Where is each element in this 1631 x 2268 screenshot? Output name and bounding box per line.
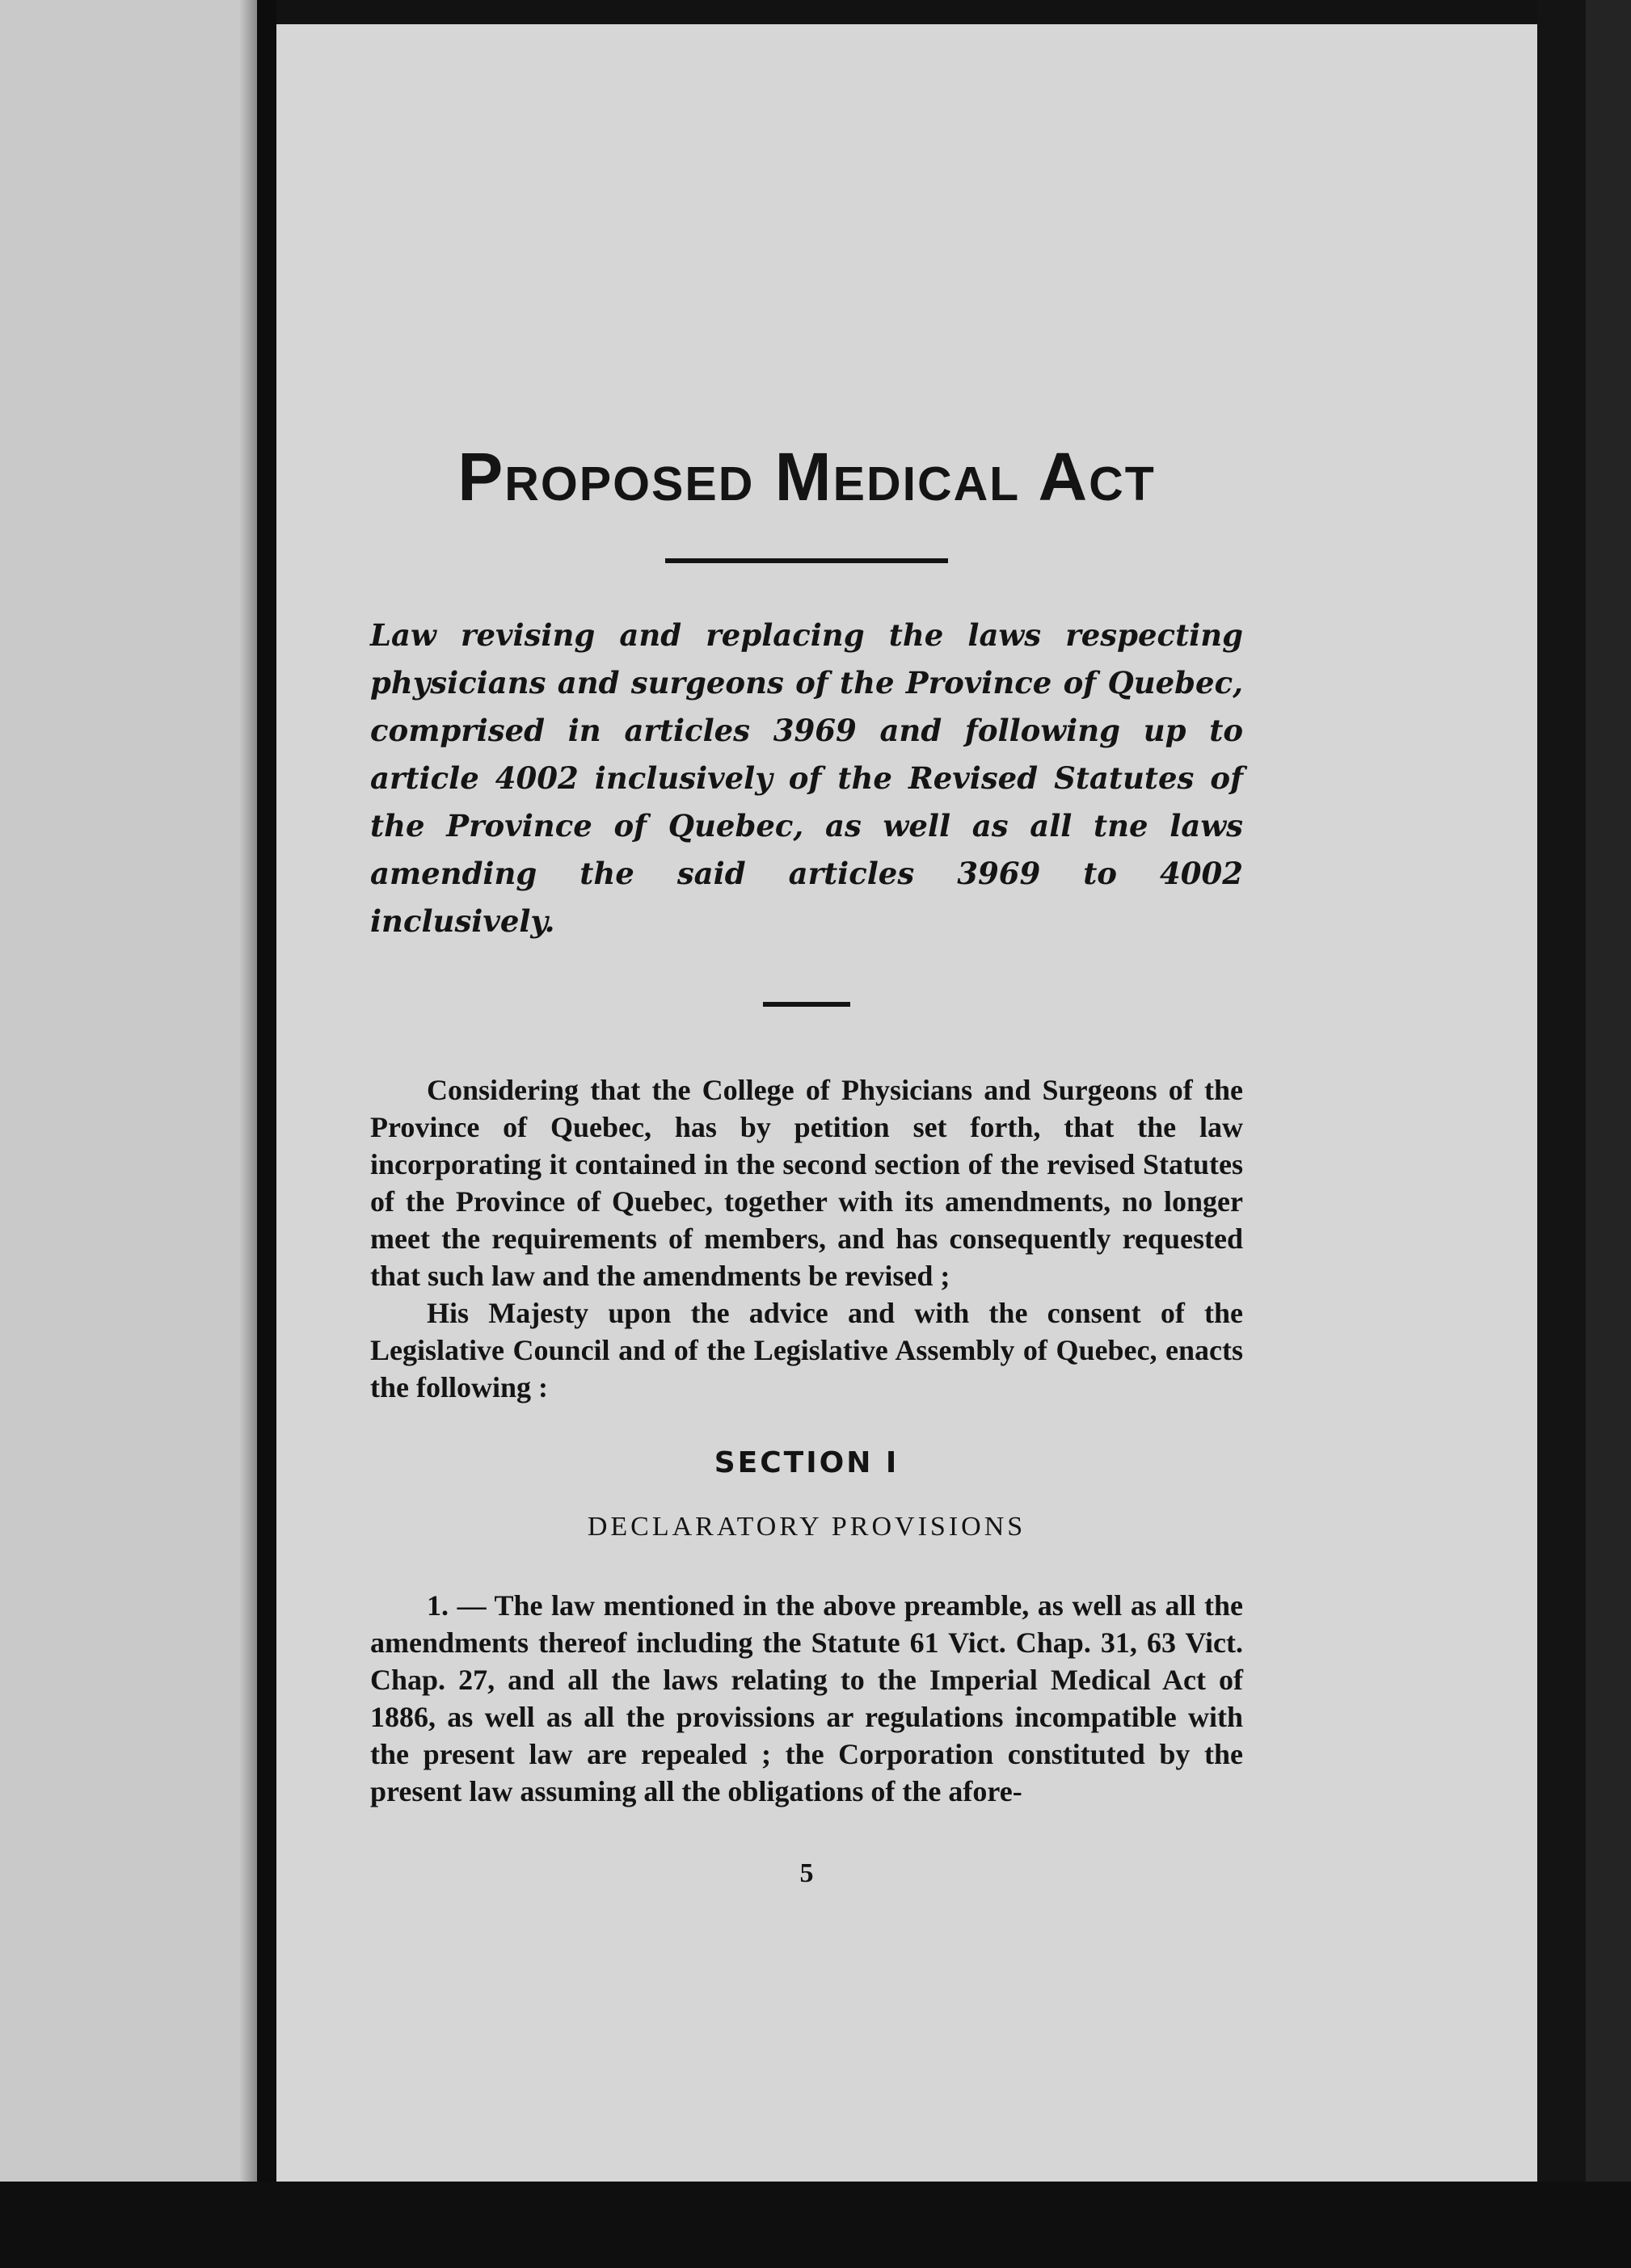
- page-number: 5: [799, 1858, 814, 1888]
- scan-border-bottom: [0, 2182, 1631, 2268]
- facing-page: [0, 0, 257, 2182]
- section-subheading: DECLARATORY PROVISIONS: [587, 1511, 1026, 1542]
- book-gutter: [257, 0, 276, 2268]
- subtitle-rule: [763, 1002, 850, 1007]
- document-subtitle: Law revising and replacing the laws respecting physicians and surgeons of the Province of Quebec, comprised in articles 3969 and following up to article 4002 inclusively of the Revised Statutes of the Province of Quebec, as well as all tne laws amending the said articles 3969 to 4002 inclusively.: [370, 616, 1243, 939]
- preamble-paragraph: Considering that the College of Physicians and Surgeons of the Province of Quebec, has by petition set forth, that the law incorporating it contained in the second section of the revised Statutes of the Province of Quebec, together with its amendments, no longer meet the requirements of members, and has consequently requested that such law and the amendments be revised ;: [370, 1073, 1243, 1292]
- article-1-paragraph: 1. — The law mentioned in the above preamble, as well as all the amendments thereof including the Statute 61 Vict. Chap. 31, 63 Vict. Chap. 27, and all the laws relating to the Imperial Medical Act of 1886, as well as all the provissions ar regulations incompatible with the present law are repealed ; the Corporation constituted by the present law assuming all the obligations of the afore-: [370, 1588, 1243, 1807]
- page-edge: [1537, 0, 1586, 2268]
- top-border: [276, 0, 1537, 24]
- page-content: [370, 436, 1243, 1889]
- document-title: Proposed Medical Act: [457, 439, 1156, 515]
- scan-border-right: [1586, 0, 1631, 2268]
- title-rule: [665, 558, 948, 563]
- gutter-shadow: [239, 0, 257, 2182]
- section-heading: SECTION I: [714, 1445, 900, 1479]
- enactment-paragraph: His Majesty upon the advice and with the consent of the Legislative Council and of the Legislative Assembly of Quebec, enacts the following :: [370, 1296, 1243, 1403]
